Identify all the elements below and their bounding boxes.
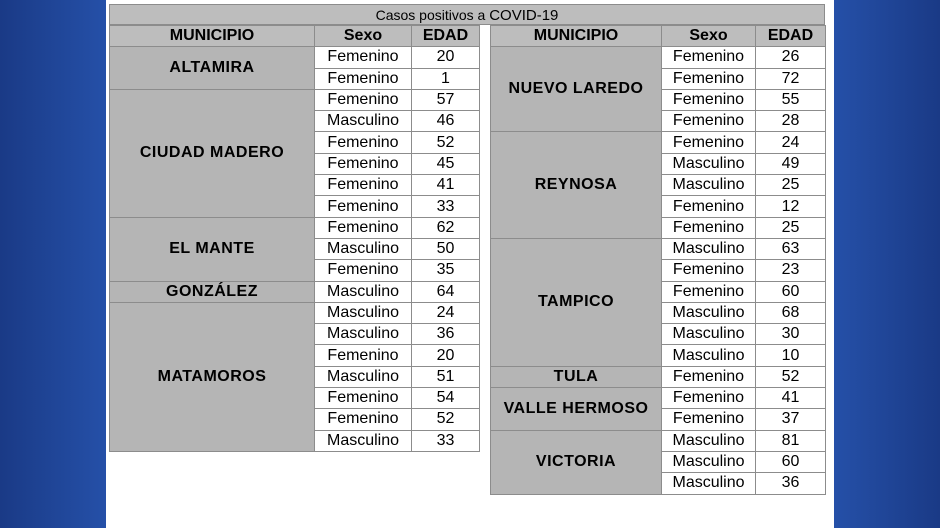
edad-cell: 60 [756,451,826,472]
sexo-cell: Femenino [315,260,412,281]
background-right [834,0,940,528]
table-row [110,47,480,68]
sexo-cell: Femenino [315,68,412,89]
sexo-cell: Femenino [662,217,756,238]
sexo-cell: Femenino [662,388,756,409]
edad-cell: 62 [412,217,480,238]
table-row [491,47,826,68]
sexo-cell: Masculino [662,451,756,472]
table-title [109,4,825,25]
edad-cell: 1 [412,68,480,89]
municipio-cell: REYNOSA [491,132,662,238]
edad-cell: 41 [756,388,826,409]
title-highlight: COVID-19 [489,7,559,24]
sexo-cell: Masculino [662,430,756,451]
sexo-cell: Femenino [315,217,412,238]
sexo-cell: Femenino [315,409,412,430]
edad-cell: 57 [412,89,480,110]
sexo-cell: Femenino [662,196,756,217]
edad-cell: 52 [412,409,480,430]
header-municipio: MUNICIPIO [110,26,315,47]
sexo-cell: Masculino [662,175,756,196]
sexo-cell: Masculino [662,238,756,259]
edad-cell: 10 [756,345,826,366]
edad-cell: 24 [412,302,480,323]
sexo-cell: Femenino [662,132,756,153]
edad-cell: 37 [756,409,826,430]
edad-cell: 72 [756,68,826,89]
municipio-cell: EL MANTE [110,217,315,281]
municipio-cell: ALTAMIRA [110,47,315,90]
sexo-cell: Femenino [662,409,756,430]
sexo-cell: Masculino [662,324,756,345]
edad-cell: 52 [756,366,826,387]
edad-cell: 25 [756,217,826,238]
municipio-cell: NUEVO LAREDO [491,47,662,132]
municipio-cell: VALLE HERMOSO [491,388,662,431]
municipio-cell: GONZÁLEZ [110,281,315,302]
edad-cell: 23 [756,260,826,281]
sexo-cell: Femenino [315,47,412,68]
header-edad: EDAD [412,26,480,47]
edad-cell: 60 [756,281,826,302]
header-edad: EDAD [756,26,826,47]
edad-cell: 81 [756,430,826,451]
sexo-cell: Masculino [315,430,412,451]
sexo-cell: Femenino [662,111,756,132]
edad-cell: 36 [412,324,480,345]
cases-table-right [490,25,826,495]
header-sexo: Sexo [662,26,756,47]
sexo-cell: Masculino [662,153,756,174]
edad-cell: 20 [412,345,480,366]
sexo-cell: Femenino [315,132,412,153]
table-row [491,132,826,153]
edad-cell: 30 [756,324,826,345]
edad-cell: 52 [412,132,480,153]
edad-cell: 26 [756,47,826,68]
sexo-cell: Femenino [662,281,756,302]
sexo-cell: Masculino [315,281,412,302]
table-row [491,430,826,451]
cases-table-left [109,25,480,452]
edad-cell: 51 [412,366,480,387]
table-row [110,217,480,238]
edad-cell: 28 [756,111,826,132]
edad-cell: 49 [756,153,826,174]
edad-cell: 68 [756,302,826,323]
background-left [0,0,106,528]
table-row [491,238,826,259]
header-sexo: Sexo [315,26,412,47]
edad-cell: 41 [412,175,480,196]
edad-cell: 45 [412,153,480,174]
sexo-cell: Femenino [315,153,412,174]
sexo-cell: Femenino [662,47,756,68]
sexo-cell: Femenino [662,89,756,110]
edad-cell: 46 [412,111,480,132]
sexo-cell: Femenino [315,89,412,110]
edad-cell: 25 [756,175,826,196]
table-row [110,281,480,302]
sexo-cell: Femenino [315,345,412,366]
sexo-cell: Masculino [315,302,412,323]
edad-cell: 64 [412,281,480,302]
sexo-cell: Femenino [662,366,756,387]
municipio-cell: MATAMOROS [110,302,315,451]
edad-cell: 50 [412,238,480,259]
sexo-cell: Masculino [315,238,412,259]
title-prefix: Casos positivos a [375,7,490,23]
header-row [491,26,826,47]
edad-cell: 33 [412,430,480,451]
municipio-cell: TAMPICO [491,238,662,366]
sexo-cell: Femenino [662,260,756,281]
edad-cell: 24 [756,132,826,153]
sexo-cell: Femenino [315,388,412,409]
table-row [110,89,480,110]
sexo-cell: Femenino [315,175,412,196]
municipio-cell: VICTORIA [491,430,662,494]
edad-cell: 20 [412,47,480,68]
edad-cell: 55 [756,89,826,110]
sexo-cell: Masculino [662,302,756,323]
table-row [110,302,480,323]
header-municipio: MUNICIPIO [491,26,662,47]
sexo-cell: Masculino [315,366,412,387]
edad-cell: 35 [412,260,480,281]
table-row [491,366,826,387]
sexo-cell: Femenino [315,196,412,217]
edad-cell: 36 [756,473,826,494]
edad-cell: 63 [756,238,826,259]
sexo-cell: Masculino [662,345,756,366]
sexo-cell: Masculino [315,324,412,345]
municipio-cell: TULA [491,366,662,387]
edad-cell: 33 [412,196,480,217]
table-row [491,388,826,409]
edad-cell: 54 [412,388,480,409]
header-row [110,26,480,47]
sexo-cell: Femenino [662,68,756,89]
municipio-cell: CIUDAD MADERO [110,89,315,217]
sexo-cell: Masculino [315,111,412,132]
sexo-cell: Masculino [662,473,756,494]
edad-cell: 12 [756,196,826,217]
